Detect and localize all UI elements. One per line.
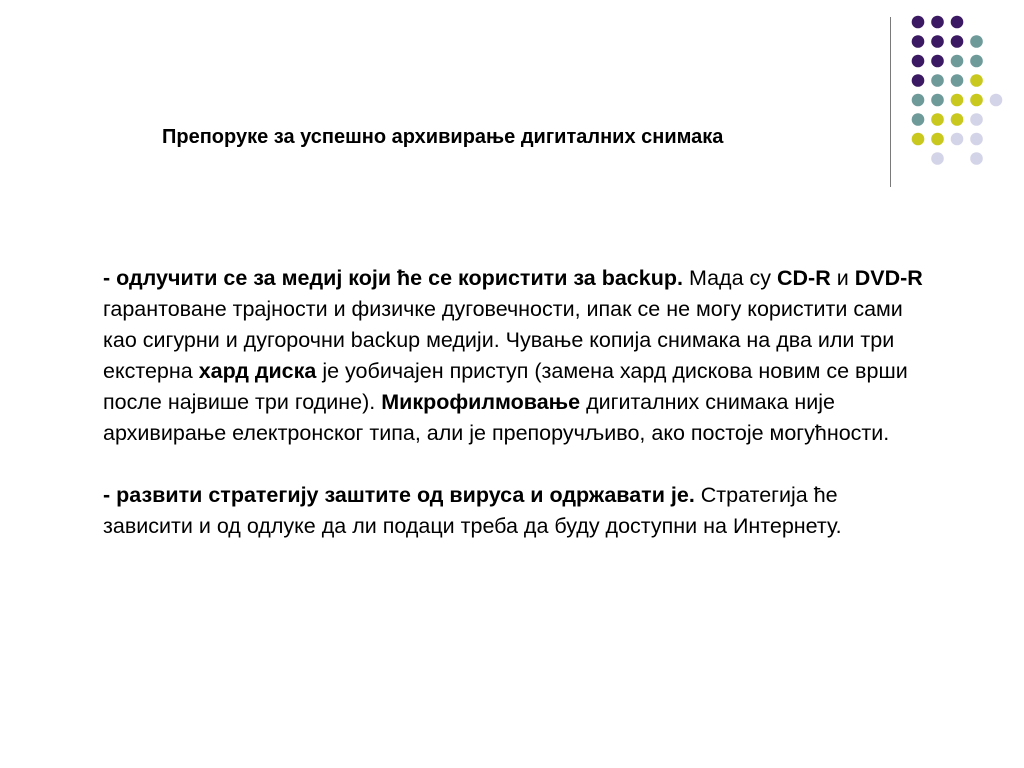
bold-text-run: DVD-R [854, 266, 923, 290]
slide-body [103, 263, 933, 542]
bold-text-run: - одлучити се за медиј који ће се користити за backup. [103, 266, 683, 290]
decorative-dot [931, 16, 944, 29]
decorative-dot [912, 133, 925, 146]
decorative-dot [951, 55, 964, 68]
decorative-dot [931, 113, 944, 126]
decorative-dot [931, 94, 944, 107]
decorative-dot [912, 94, 925, 107]
decorative-dot [912, 16, 925, 29]
decorative-dot [970, 152, 983, 165]
text-run: дигиталних снимака није архивирање електронског типа, али је препоручљиво, ако постоје могућности. [103, 390, 890, 445]
decorative-dot [970, 94, 983, 107]
decorative-dot [990, 94, 1003, 107]
slide-title: Препоруке за успешно архивирање дигиталних снимака [162, 126, 724, 148]
bold-text-run: хард диска [198, 359, 317, 383]
paragraph-spacer [103, 449, 933, 480]
vertical-divider [890, 17, 891, 187]
decorative-dot [951, 35, 964, 48]
paragraph-virus-strategy [103, 480, 933, 542]
paragraph-backup-media [103, 263, 933, 449]
decorative-dot [970, 74, 983, 87]
decorative-dot [931, 133, 944, 146]
decorative-dot [970, 55, 983, 68]
bold-text-run: Микрофилмовање [381, 390, 581, 414]
decorative-dot [970, 35, 983, 48]
decorative-dot-grid [905, 9, 1015, 169]
decorative-dot [951, 113, 964, 126]
decorative-dot [970, 113, 983, 126]
decorative-dot [931, 55, 944, 68]
decorative-dot [912, 35, 925, 48]
text-run: гарантоване трајности и физичке дуговечности, ипак се не могу користити сами као сигурни и дугорочни backup медији. Чување копија снимака на два или три екстерна [103, 297, 903, 383]
decorative-dot [970, 133, 983, 146]
decorative-dot [951, 74, 964, 87]
decorative-dot [951, 16, 964, 29]
decorative-dot [931, 74, 944, 87]
text-run: и [830, 266, 855, 290]
decorative-dot [931, 152, 944, 165]
bold-text-run: - развити стратегију заштите од вируса и одржавати је. [103, 483, 695, 507]
decorative-dot [912, 74, 925, 87]
text-run: Мада су [682, 266, 777, 290]
text-run: је уобичајен приступ (замена хард дискова новим се врши после највише три године). [103, 359, 908, 414]
text-run: Стратегија ће зависити и од одлуке да ли подаци треба да буду доступни на Интернету. [103, 483, 842, 538]
decorative-dot [912, 55, 925, 68]
bold-text-run: CD-R [777, 266, 831, 290]
decorative-dot [931, 35, 944, 48]
decorative-dot [951, 133, 964, 146]
decorative-dot [951, 94, 964, 107]
decorative-dot [912, 113, 925, 126]
